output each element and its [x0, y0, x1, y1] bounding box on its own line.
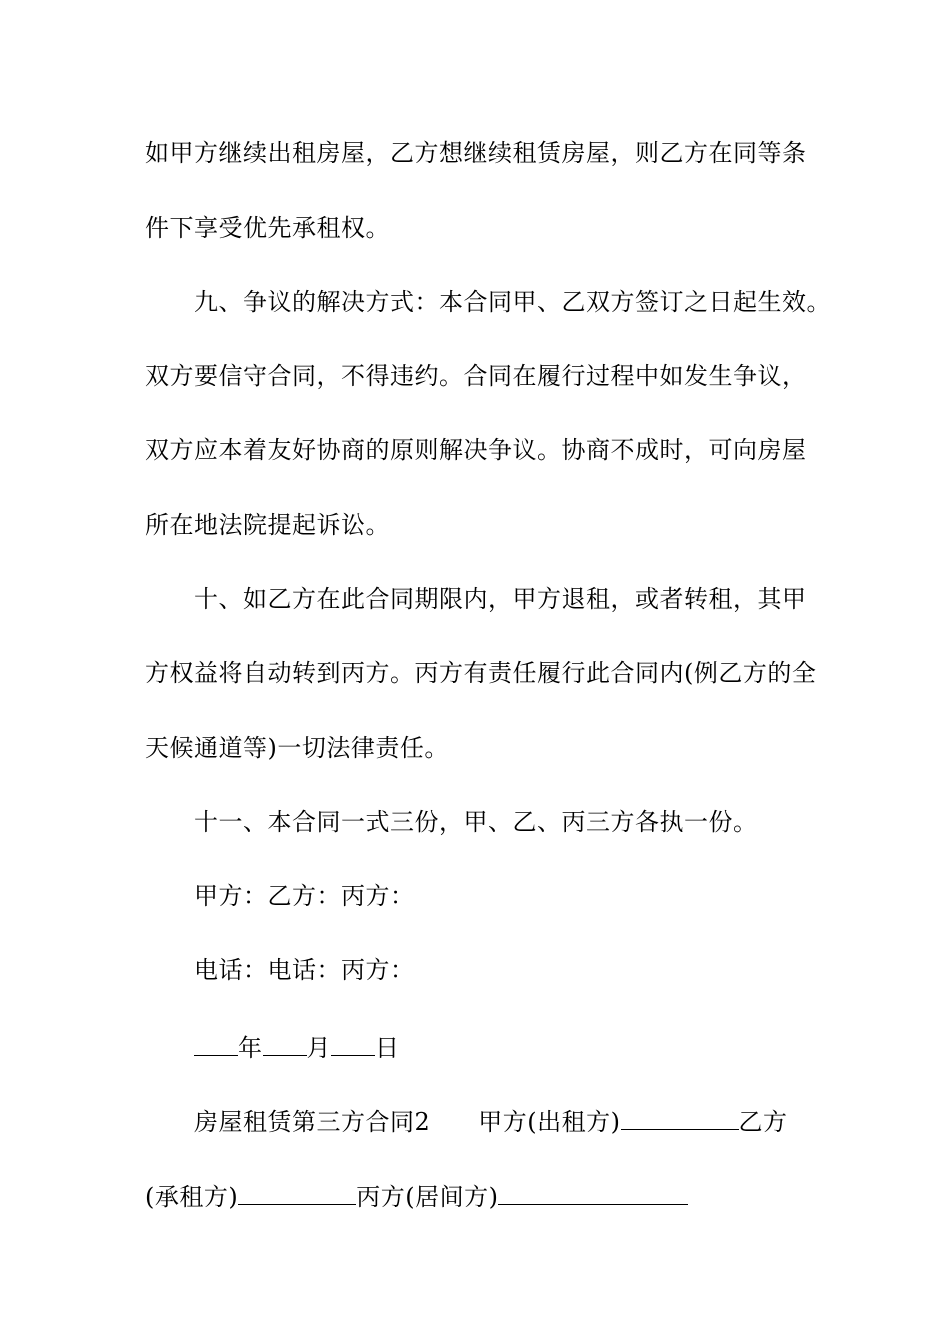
month-label: 月	[306, 1034, 331, 1062]
clause-ten-line: 十、如乙方在此合同期限内，甲方退租，或者转租，其甲	[194, 585, 807, 613]
signature-parties-line: 甲方：乙方：丙方：	[194, 882, 415, 910]
day-blank	[331, 1054, 375, 1056]
paragraph-line: 双方要信守合同，不得违约。合同在履行过程中如发生争议，	[145, 362, 807, 390]
party-a-blank	[621, 1128, 739, 1130]
contract2-title: 房屋租赁第三方合同2	[194, 1108, 431, 1136]
party-b-blank	[238, 1203, 356, 1205]
party-c-blank	[498, 1203, 688, 1205]
paragraph-line: 如甲方继续出租房屋，乙方想继续租赁房屋，则乙方在同等条	[145, 139, 807, 167]
contract2-heading-line	[194, 1107, 788, 1137]
phone-line: 电话：电话：丙方：	[194, 956, 415, 984]
party-a-label: 甲方(出租方)	[478, 1108, 621, 1136]
clause-nine-line: 九、争议的解决方式：本合同甲、乙双方签订之日起生效。	[194, 288, 831, 316]
paragraph-line: 件下享受优先承租权。	[145, 214, 390, 242]
paragraph-line: 双方应本着友好协商的原则解决争议。协商不成时，可向房屋	[145, 436, 807, 464]
party-b-role: (承租方)	[145, 1183, 239, 1211]
month-blank	[263, 1054, 307, 1056]
party-b-label: 乙方	[738, 1108, 788, 1136]
clause-eleven-line: 十一、本合同一式三份，甲、乙、丙三方各执一份。	[194, 808, 758, 836]
year-blank	[194, 1054, 238, 1056]
paragraph-line: 天候通道等)一切法律责任。	[145, 734, 449, 762]
day-label: 日	[375, 1034, 400, 1062]
contract2-parties-line	[145, 1182, 688, 1212]
party-c-label: 丙方(居间方)	[356, 1183, 499, 1211]
year-label: 年	[238, 1034, 263, 1062]
paragraph-line: 所在地法院提起诉讼。	[145, 511, 390, 539]
date-line	[194, 1033, 400, 1063]
paragraph-line: 方权益将自动转到丙方。丙方有责任履行此合同内(例乙方的全	[145, 659, 817, 687]
